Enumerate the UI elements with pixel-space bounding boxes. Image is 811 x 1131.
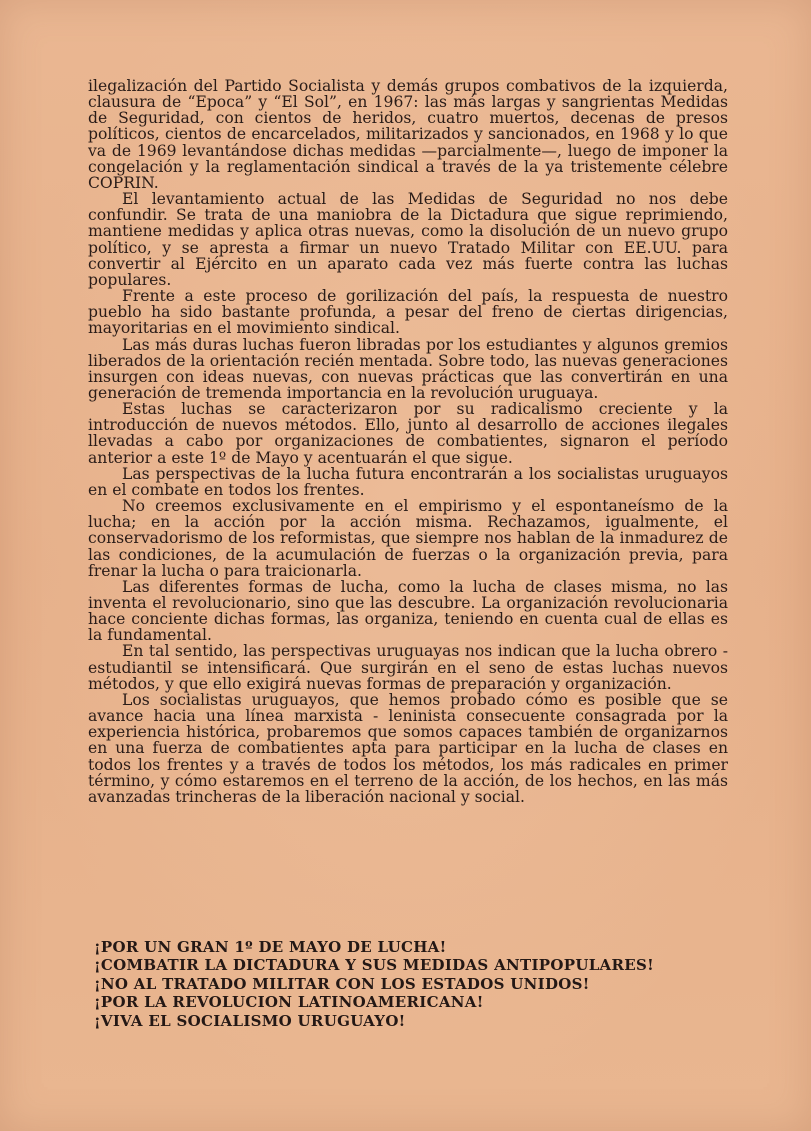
paragraph-1: ilegalización del Partido Socialista y demás grupos combativos de la izquierda, clausura de “Epoca” y “El Sol”, en 1967: las más largas y sangrientas Medidas de Seguridad, con cientos de heridos, cuatro muertos, decenas de presos políticos, cientos de encarcelados, militarizados y sancionados, en 1968 y lo que va de 1969 levantándose dichas medidas —parcialmente—, luego de imponer la congelación y la reglamentación sindical a través de la ya tristemente célebre COPRIN. xyxy=(88,77,728,192)
paragraph-5: Estas luchas se caracterizaron por su radicalismo creciente y la introducción de nuevos métodos. Ello, junto al desarrollo de acciones ilegales llevadas a cabo por organizaciones de combatientes, signaron el período anterior a este 1º de Mayo y acentuarán el que sigue. xyxy=(88,400,728,467)
paragraph-4: Las más duras luchas fueron libradas por los estudiantes y algunos gremios liberados de la orientación recién mentada. Sobre todo, las nuevas generaciones insurgen con ideas nuevas, con nuevas prácticas que las convertirán en una generación de tremenda importancia en la revolución uruguaya. xyxy=(88,335,728,402)
paragraph-3: Frente a este proceso de gorilización del país, la respuesta de nuestro pueblo ha sido bastante profunda, a pesar del freno de ciertas dirigencias, mayoritarias en el movimiento sindical. xyxy=(88,287,728,338)
slogan-4: ¡POR LA REVOLUCION LATINOAMERICANA! xyxy=(94,993,484,1012)
slogan-2: ¡COMBATIR LA DICTADURA Y SUS MEDIDAS ANTIPOPULARES! xyxy=(94,956,655,975)
paragraph-9: En tal sentido, las perspectivas uruguayas nos indican que la lucha obrero - estudiantil se intensificará. Que surgirán en el seno de estas luchas nuevos métodos, y que ello exigirá nuevas formas de preparación y organización. xyxy=(88,642,728,693)
slogan-1: ¡POR UN GRAN 1º DE MAYO DE LUCHA! xyxy=(94,938,447,956)
paragraph-10: Los socialistas uruguayos, que hemos probado cómo es posible que se avance hacia una línea marxista - leninista consecuente consagrada por la experiencia histórica, probaremos que somos capaces también de organizarnos en una fuerza de combatientes apta para participar en la lucha de clases en todos los frentes y a través de todos los métodos, los más radicales en primer término, y cómo estaremos en el terreno de la acción, de los hechos, en las más avanzadas trincheras de la liberación nacional y social. xyxy=(88,690,728,806)
paragraph-7: No creemos exclusivamente en el empirismo y el espontaneísmo de la lucha; en la acción por la acción misma. Rechazamos, igualmente, el conservadorismo de los reformistas, que siempre nos hablan de la inmadurez de las condiciones, de la acumulación de fuerzas o la organización previa, para frenar la lucha o para traicionarla. xyxy=(88,497,728,580)
slogan-5: ¡VIVA EL SOCIALISMO URUGUAYO! xyxy=(94,1011,406,1030)
slogans xyxy=(94,938,754,1030)
body-text xyxy=(88,78,728,805)
paragraph-8: Las diferentes formas de lucha, como la lucha de clases misma, no las inventa el revolucionario, sino que las descubre. La organización revolucionaria hace conciente dichas formas, las organiza, teniendo en cuenta cual de ellas es la fundamental. xyxy=(88,577,728,645)
slogan-3: ¡NO AL TRATADO MILITAR CON LOS ESTADOS UNIDOS! xyxy=(94,974,590,993)
paragraph-2: El levantamiento actual de las Medidas de Seguridad no nos debe confundir. Se trata de una maniobra de la Dictadura que sigue reprimiendo, mantiene medidas y aplica otras nuevas, como la disolución de un nuevo grupo político, y se apresta a firmar un nuevo Tratado Militar con EE.UU. para convertir al Ejército en un aparato cada vez más fuerte contra las luchas populares. xyxy=(88,190,728,289)
paragraph-6: Las perspectivas de la lucha futura encontrarán a los socialistas uruguayos en el combate en todos los frentes. xyxy=(88,464,728,499)
